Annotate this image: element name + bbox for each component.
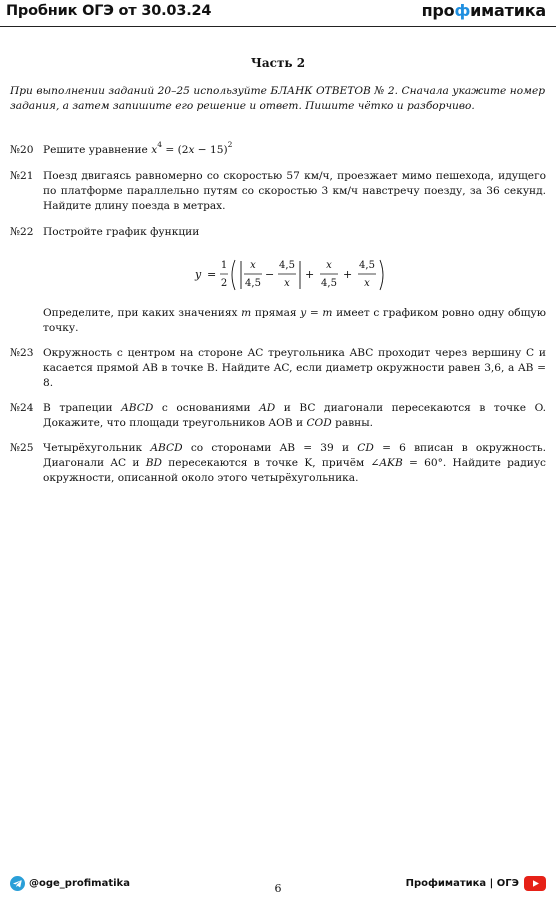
task-23	[10, 346, 546, 391]
task-24	[10, 401, 546, 431]
task-22-question	[10, 306, 546, 336]
youtube-icon	[524, 876, 546, 891]
task-25	[10, 441, 546, 486]
formula-y: y	[195, 268, 202, 281]
task-number: №23	[10, 347, 34, 359]
brand-suffix: иматика	[470, 1, 546, 20]
f4-denominator: x	[364, 278, 370, 289]
task-number: №25	[10, 442, 34, 454]
part-title: Часть 2	[250, 56, 306, 70]
f1-numerator: x	[250, 260, 256, 271]
task-21	[10, 169, 546, 214]
f3-denominator: 4,5	[321, 278, 337, 289]
task-text: Решите уравнение $x^4 = (2x - 15)^2$	[43, 140, 233, 156]
left-paren	[232, 260, 235, 290]
brand-prefix: про	[421, 1, 455, 20]
formula-minus: −	[265, 268, 275, 281]
task-text: Постройте график функции	[43, 226, 200, 238]
page-number: 6	[274, 882, 282, 895]
task-number: №22	[10, 226, 34, 238]
task-number: №24	[10, 402, 34, 414]
f2-denominator: x	[284, 278, 290, 289]
task-text: Окружность с центром на стороне AC треугольника ABC проходит через вершину C и касается прямой AB в точке B. Найдите AC, если диаметр окружности равен 3,6, а AB = 8.	[43, 347, 546, 389]
f4-numerator: 4,5	[359, 260, 375, 271]
task-number: №20	[10, 144, 34, 156]
task-20	[10, 140, 546, 158]
header-title: Пробник ОГЭ от 30.03.24	[6, 3, 212, 19]
half-numerator: 1	[220, 260, 228, 271]
page-header	[0, 0, 556, 27]
formula-eq: =	[207, 268, 217, 281]
f3-numerator: x	[326, 260, 332, 271]
half-denominator: 2	[220, 278, 228, 289]
brand-logo	[422, 1, 546, 20]
channel-name: Профиматика | ОГЭ	[405, 878, 519, 889]
task-question: Определите, при каких значениях m прямая y = m имеет с графиком ровно одну общую точку.	[43, 307, 546, 334]
function-formula	[190, 257, 420, 293]
task-number: №21	[10, 170, 34, 182]
formula-plus-2: +	[343, 268, 353, 281]
brand-accent: ф	[454, 1, 471, 20]
right-paren	[380, 260, 383, 290]
task-text: Четырёхугольник ABCD со сторонами AB = 39 и CD = 6 вписан в окружность. Диагонали AC и BD пересекаются в точке K, причём ∠AKB = 60°. Найдите радиус окружности, описанной около этого четырёхугольника.	[43, 442, 546, 484]
f2-numerator: 4,5	[279, 260, 295, 271]
task-22	[10, 225, 546, 240]
telegram-handle: @oge_profimatika	[29, 878, 130, 889]
instructions: При выполнении заданий 20–25 используйте БЛАНК ОТВЕТОВ № 2. Сначала укажите номер задания, а затем запишите его решение и ответ. Пишите чётко и разборчиво.	[10, 85, 545, 112]
formula-plus-1: +	[305, 268, 315, 281]
footer-youtube[interactable]	[406, 876, 546, 891]
f1-denominator: 4,5	[245, 278, 261, 289]
task-text: В трапеции ABCD с основаниями AD и BC диагонали пересекаются в точке O. Докажите, что площади треугольников AOB и COD равны.	[43, 402, 547, 429]
task-text: Поезд двигаясь равномерно со скоростью 57 км/ч, проезжает мимо пешехода, идущего по платформе параллельно путям со скоростью 3 км/ч навстречу поезду, за 36 секунд. Найдите длину поезда в метрах.	[43, 170, 546, 212]
